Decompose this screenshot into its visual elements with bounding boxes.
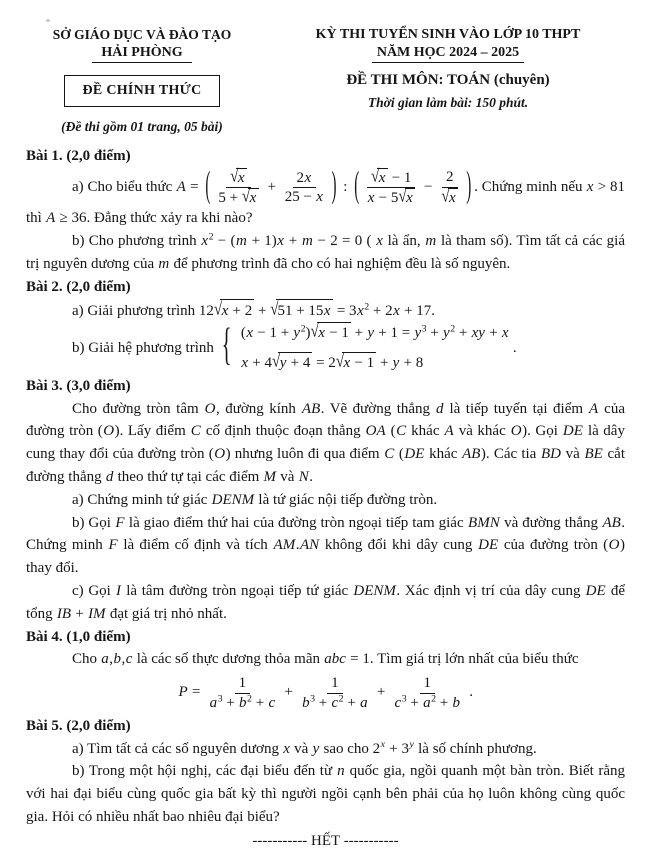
paragraph: a) Giải phương trình $12√x + 2 + √51 + 15x = 3x^2 + 2x + 17$. [26, 299, 625, 323]
school-year: NĂM HỌC 2024 – 2025 [372, 45, 524, 63]
section-heading: Bài 1. (2,0 điểm) [26, 148, 131, 164]
province-name: HẢI PHÒNG [92, 45, 191, 63]
official-exam-box: ĐỀ CHÍNH THỨC [64, 75, 219, 107]
paragraph: b) Cho phương trình $x^2 - (m + 1)x + m - 2 = 0$ ( x là ẩn, m là tham số). Tìm tất cả các giá trị nguyên dương của m để phương trình đã cho có hai nghiệm đều là số nguyên. [26, 231, 625, 272]
paragraph: b) Trong một hội nghị, các đại biểu đến từ n quốc gia, ngồi quanh một bàn tròn. Biết rằng với hai đại biểu cùng quốc gia bất kỳ thì người ngồi cạnh bên phải của họ luôn không cùng quốc gia. Hỏi có nhiều nhất bao nhiêu đại biểu? [26, 763, 625, 826]
section-heading: Bài 3. (3,0 điểm) [26, 377, 131, 394]
paragraph: a) Cho biểu thức A = ( $\frac{√x}{5 + √x}$ + $\frac{2x}{25 - x}$ ) : ( $\frac{√x - 1}{x - 5√x}$ − $\frac{2}{√x}$ ) . Chứng minh nếu x > 81 thì A ≥ 36. Đẳng thức xảy ra khi nào? [26, 166, 626, 227]
subject-line: ĐỀ THI MÔN: TOÁN (chuyên) [346, 72, 550, 88]
formula-line: P = $\frac{1}{a^3 + b^2 + c}$ + $\frac{1}{b^3 + c^2 + a}$ + $\frac{1}{c^3 + a^2 + b}$ . [178, 675, 474, 711]
end-marker: ----------- HẾT ----------- [252, 832, 399, 849]
paragraph: b) Gọi F là giao điểm thứ hai của đường tròn ngoại tiếp tam giác BMN và đường thẳng AB. Chứng minh F là điểm cố định và tích AM.AN không đổi khi dây cung DE của đường tròn (O) thay đổi. [26, 514, 626, 577]
paragraph: Cho đường tròn tâm O, đường kính AB. Vẽ đường thẳng d là tiếp tuyến tại điểm A của đường tròn (O). Lấy điểm C cố định thuộc đoạn thẳng OA (C khác A và khác O). Gọi DE là dây cung thay đổi của đường tròn (O) nhưng luôn đi qua điểm C (DE khác AB). Các tia BD và BE cắt đường thẳng d theo thứ tự tại các điểm M và N. [26, 400, 625, 486]
section-heading: Bài 5. (2,0 điểm) [26, 717, 131, 734]
exam-body [0, 135, 651, 829]
scan-artifact [46, 19, 50, 22]
paragraph: b) Giải hệ phương trình { $(x - 1 + y^2)√x - 1 + y + 1 = y^3 + y^2$ + xy + x x + 4√y + 4 = 2√x − 1 + y + 8 . [26, 322, 625, 375]
issuer-block [24, 27, 260, 135]
duration-line: Thời gian làm bài: 150 phút. [367, 95, 529, 110]
paragraph: a) Chứng minh tứ giác DENM là tứ giác nội tiếp đường tròn. [72, 491, 438, 508]
paragraph: a) Tìm tất cả các số nguyên dương x và y sao cho $2^x + 3^y$ là số chính phương. [72, 739, 537, 757]
section-heading: Bài 2. (2,0 điểm) [26, 278, 131, 295]
page-count-note: (Đề thi gồm 01 trang, 05 bài) [61, 119, 223, 134]
exam-header [0, 0, 651, 135]
department-name: SỞ GIÁO DỤC VÀ ĐÀO TẠO [52, 27, 232, 42]
paragraph: Cho a,b,c là các số thực dương thỏa mãn abc = 1. Tìm giá trị lớn nhất của biểu thức [72, 651, 579, 668]
exam-title-block [260, 27, 636, 111]
paragraph: c) Gọi I là tâm đường tròn ngoại tiếp tứ giác DENM. Xác định vị trí của dây cung DE để tổng IB + IM đạt giá trị nhỏ nhất. [26, 583, 626, 622]
section-heading: Bài 4. (1,0 điểm) [26, 628, 131, 645]
exam-title: KỲ THI TUYỂN SINH VÀO LỚP 10 THPT [315, 27, 581, 42]
